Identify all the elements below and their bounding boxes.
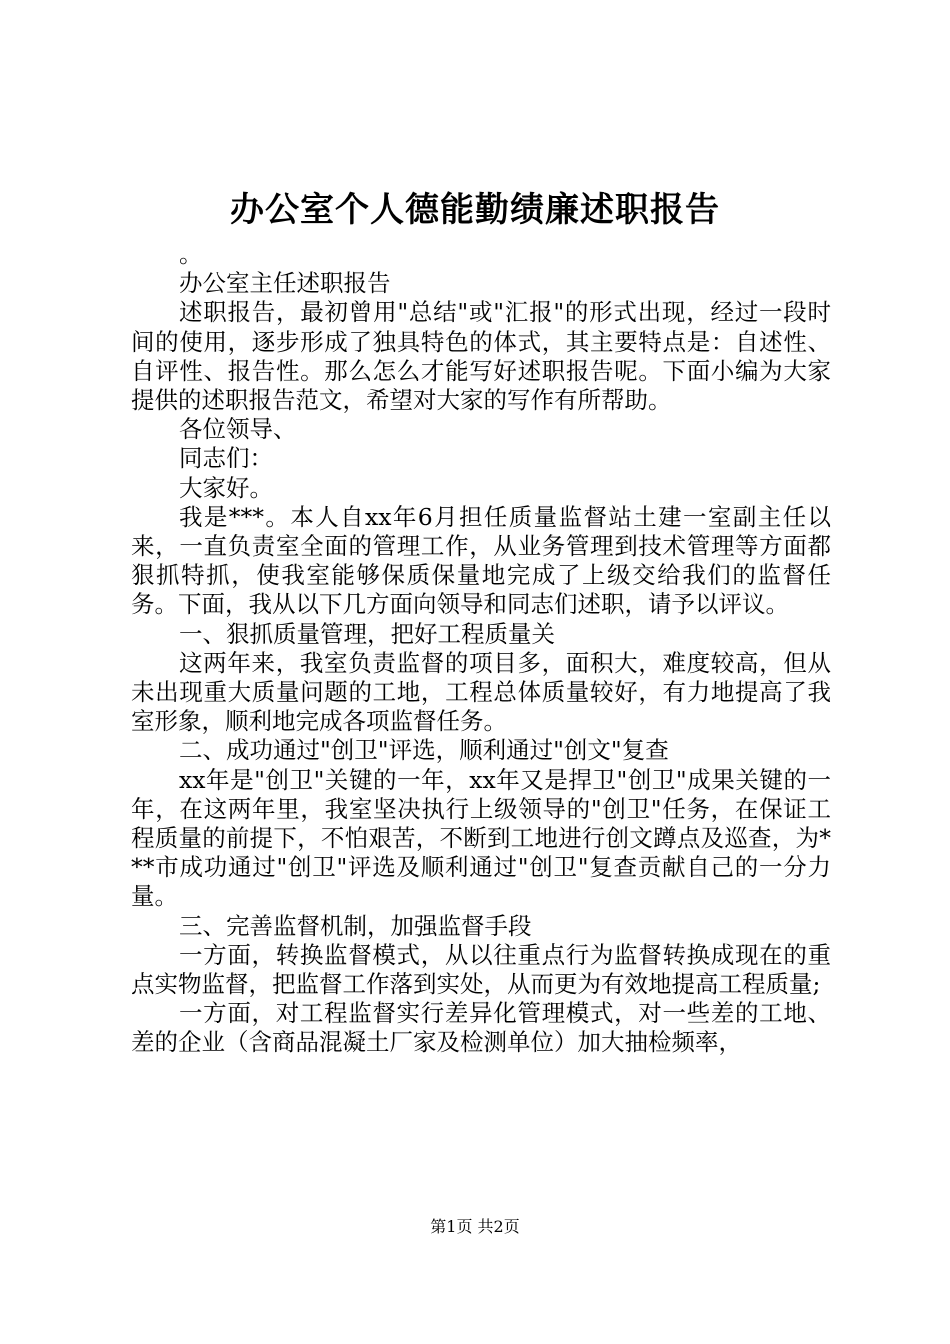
paragraph-9: 二、成功通过"创卫"评选，顺利通过"创文"复查 bbox=[179, 736, 669, 765]
paragraph-7: 一、狠抓质量管理，把好工程质量关 bbox=[179, 619, 555, 648]
paragraph-6: 我是***。本人自xx年6月担任质量监督站土建一室副主任以来，一直负责室全面的管理工作，从业务管理到技术管理等方面都狠抓特抓，使我室能够保质保量地完成了上级交给我们的监督任务。下面，我从以下几方面向领导和同志们述职，请予以评议。 bbox=[131, 502, 831, 619]
document-body bbox=[131, 240, 831, 1058]
document-title: 办公室个人德能勤绩廉述职报告 bbox=[230, 190, 720, 230]
paragraph-12: 一方面，转换监督模式，从以往重点行为监督转换成现在的重点实物监督，把监督工作落到实处，从而更为有效地提高工程质量; bbox=[131, 940, 831, 999]
paragraph-10: xx年是"创卫"关键的一年，xx年又是捍卫"创卫"成果关键的一年，在这两年里，我室坚决执行上级领导的"创卫"任务，在保证工程质量的前提下，不怕艰苦，不断到工地进行创文蹲点及巡查，为***市成功通过"创卫"评选及顺利通过"创卫"复查贡献自己的一分力量。 bbox=[131, 765, 831, 911]
paragraph-4: 同志们： bbox=[179, 444, 273, 473]
paragraph-2: 述职报告，最初曾用"总结"或"汇报"的形式出现，经过一段时间的使用，逐步形成了独具特色的体式，其主要特点是：自述性、自评性、报告性。那么怎么才能写好述职报告呢。下面小编为大家提供的述职报告范文，希望对大家的写作有所帮助。 bbox=[131, 298, 831, 415]
page-footer: 第1页 共2页 bbox=[430, 1217, 520, 1236]
paragraph-5: 大家好。 bbox=[179, 473, 273, 502]
paragraph-0: 。 bbox=[179, 240, 203, 268]
paragraph-13: 一方面，对工程监督实行差异化管理模式，对一些差的工地、差的企业（含商品混凝土厂家及检测单位）加大抽检频率， bbox=[131, 999, 831, 1057]
paragraph-1: 办公室主任述职报告 bbox=[179, 269, 391, 298]
paragraph-3: 各位领导、 bbox=[179, 415, 297, 444]
paragraph-8: 这两年来，我室负责监督的项目多，面积大，难度较高，但从未出现重大质量问题的工地，工程总体质量较好，有力地提高了我室形象，顺利地完成各项监督任务。 bbox=[131, 648, 831, 736]
paragraph-11: 三、完善监督机制，加强监督手段 bbox=[179, 911, 532, 940]
